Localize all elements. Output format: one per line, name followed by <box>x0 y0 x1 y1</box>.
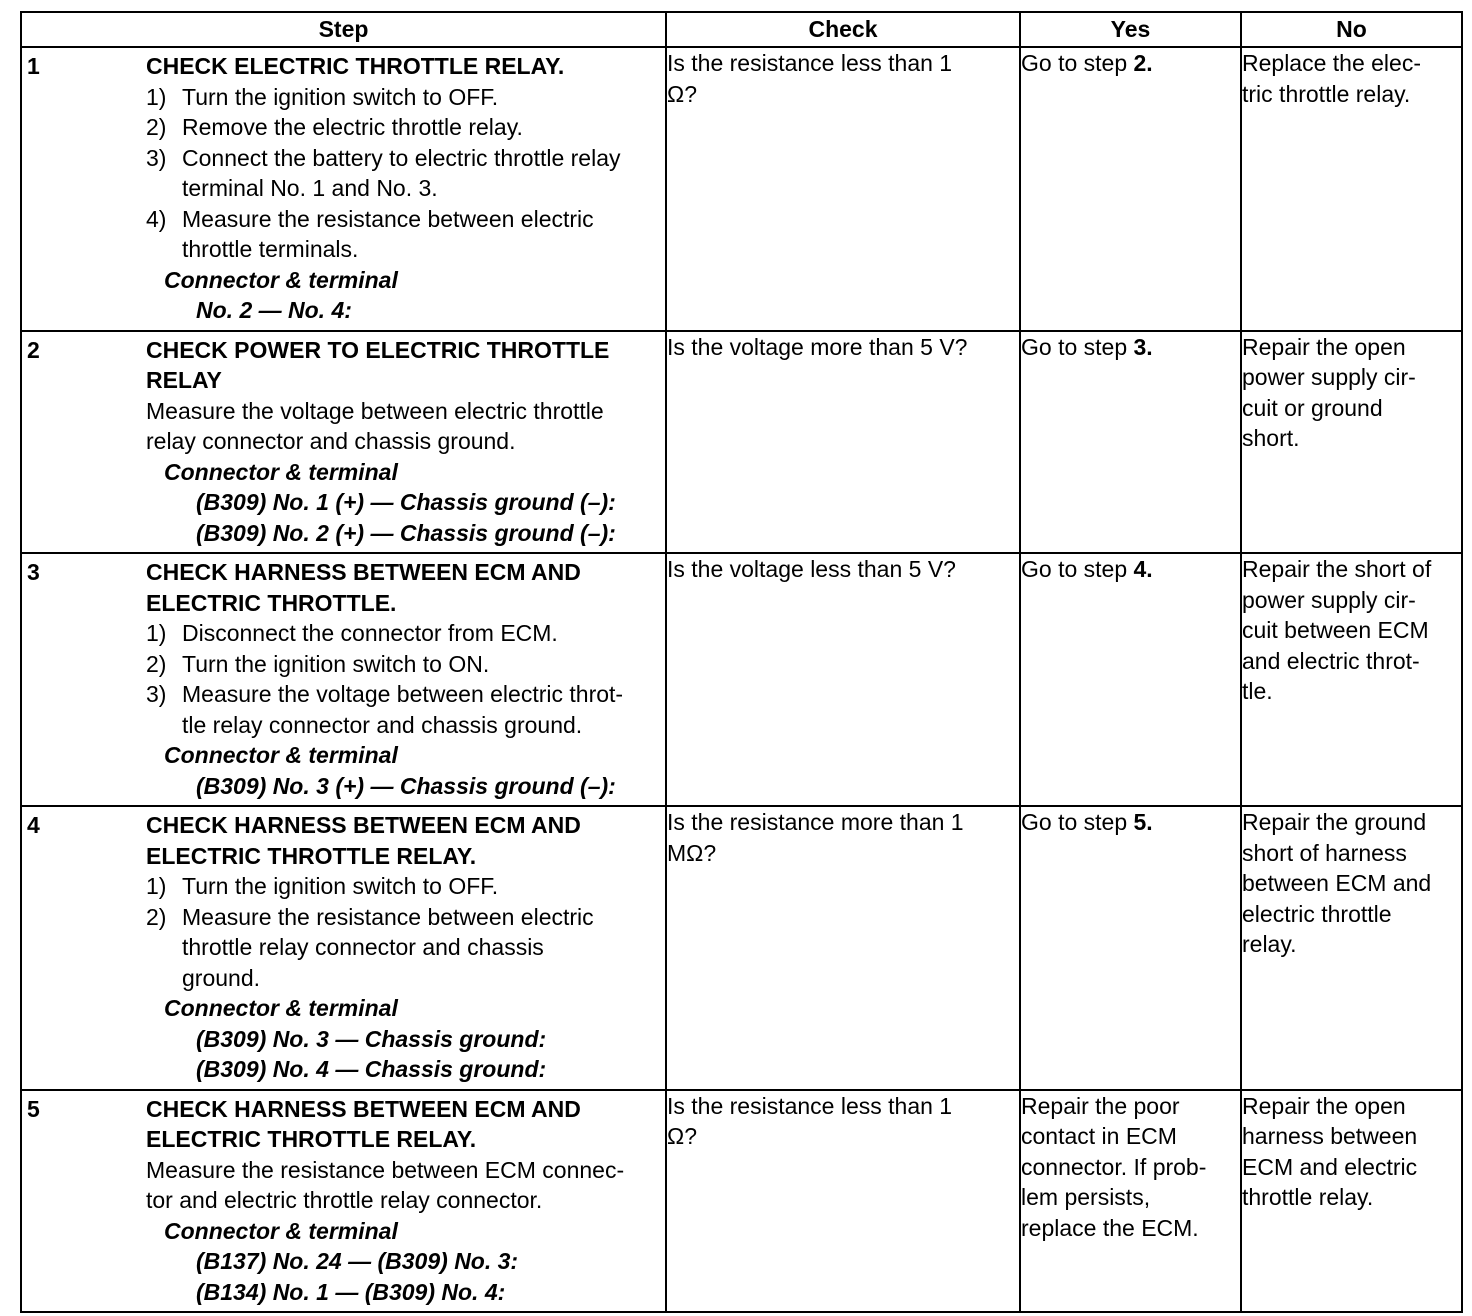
yes-cell <box>1020 553 1241 806</box>
header-check: Check <box>666 12 1020 47</box>
step-title-line: ELECTRIC THROTTLE RELAY. <box>146 842 477 869</box>
no-line: Repair the open <box>1242 333 1406 360</box>
header-yes: Yes <box>1020 12 1241 47</box>
step-cell <box>21 553 666 806</box>
no-line: cuit between ECM <box>1242 617 1429 643</box>
yes-text: Go to step <box>1021 333 1128 360</box>
step-cell <box>21 47 666 331</box>
connector-terminal-label: Connector & terminal <box>164 1217 398 1244</box>
step-title-line: CHECK HARNESS BETWEEN ECM AND <box>146 1095 581 1122</box>
no-cell <box>1241 47 1462 331</box>
instruction-number: 2) <box>146 903 167 930</box>
step-number: 4 <box>27 812 40 838</box>
yes-line: contact in ECM <box>1021 1123 1177 1149</box>
check-cell <box>666 47 1020 331</box>
connector-terminal-value: (B137) No. 24 — (B309) No. 3: <box>196 1248 519 1274</box>
no-line: harness between <box>1242 1123 1418 1149</box>
connector-terminal-label: Connector & terminal <box>164 742 398 768</box>
instruction-line: throttle terminals. <box>182 236 359 262</box>
yes-line: Repair the poor <box>1021 1092 1180 1119</box>
step-number: 5 <box>27 1095 40 1122</box>
yes-line <box>1021 554 1240 585</box>
no-line: between ECM and <box>1242 870 1432 896</box>
instruction-number: 1) <box>146 873 167 899</box>
step-body <box>146 1091 665 1312</box>
no-line: cuit or ground <box>1242 394 1383 421</box>
no-line: Replace the elec- <box>1242 50 1421 76</box>
yes-line: connector. If prob- <box>1021 1153 1207 1180</box>
connector-terminal-value: (B309) No. 1 (+) — Chassis ground (–): <box>196 489 616 515</box>
check-cell <box>666 1090 1020 1313</box>
table-row <box>21 331 1462 554</box>
yes-line: replace the ECM. <box>1021 1214 1199 1241</box>
connector-terminal-label: Connector & terminal <box>164 266 398 293</box>
no-line: electric throttle <box>1242 900 1392 927</box>
check-line: Ω? <box>667 80 697 107</box>
step-text-line: relay connector and chassis ground. <box>146 428 516 454</box>
check-line: Is the resistance less than 1 <box>667 50 953 76</box>
step-title-line: CHECK HARNESS BETWEEN ECM AND <box>146 559 581 585</box>
connector-terminal-value: (B309) No. 2 (+) — Chassis ground (–): <box>196 519 616 546</box>
header-no: No <box>1241 12 1462 47</box>
instruction-number: 2) <box>146 650 167 677</box>
instruction-line: Remove the electric throttle relay. <box>182 114 523 140</box>
instruction-line: terminal No. 1 and No. 3. <box>182 175 438 201</box>
connector-terminal-value: No. 2 — No. 4: <box>196 297 352 323</box>
connector-terminal-value: (B309) No. 3 (+) — Chassis ground (–): <box>196 772 616 799</box>
yes-step-ref: 4. <box>1133 556 1153 582</box>
instruction-line: Turn the ignition switch to ON. <box>182 650 490 677</box>
no-line: Repair the short of <box>1242 556 1432 582</box>
table-row <box>21 47 1462 331</box>
step-instruction <box>146 679 661 740</box>
connector-terminal-label: Connector & terminal <box>164 458 398 485</box>
step-cell <box>21 806 666 1090</box>
no-line: tric throttle relay. <box>1242 80 1411 107</box>
check-line: Is the resistance less than 1 <box>667 1092 953 1119</box>
check-cell <box>666 553 1020 806</box>
step-body <box>146 554 665 805</box>
no-line: throttle relay. <box>1242 1184 1374 1210</box>
instruction-line: Turn the ignition switch to OFF. <box>182 83 499 110</box>
step-number: 1 <box>27 53 40 79</box>
step-instruction <box>146 82 661 113</box>
step-title-line: CHECK POWER TO ELECTRIC THROTTLE <box>146 336 610 363</box>
instruction-number: 2) <box>146 114 167 140</box>
step-body <box>146 807 665 1089</box>
yes-line <box>1021 807 1240 838</box>
step-instruction <box>146 649 661 680</box>
yes-cell <box>1020 331 1241 554</box>
connector-terminal-label: Connector & terminal <box>164 995 398 1021</box>
check-line: Ω? <box>667 1123 697 1149</box>
yes-step-ref: 5. <box>1133 809 1153 835</box>
no-cell <box>1241 806 1462 1090</box>
step-number: 2 <box>27 336 40 363</box>
step-number: 3 <box>27 559 40 585</box>
instruction-line: Measure the voltage between electric throt- <box>182 681 624 707</box>
yes-line <box>1021 48 1240 79</box>
header-row <box>21 12 1462 47</box>
instruction-line: tle relay connector and chassis ground. <box>182 711 583 738</box>
instruction-line: Disconnect the connector from ECM. <box>182 620 558 646</box>
table-body <box>21 47 1462 1312</box>
step-title-line: ELECTRIC THROTTLE RELAY. <box>146 1126 477 1152</box>
connector-terminal-value: (B309) No. 3 — Chassis ground: <box>196 1025 547 1052</box>
instruction-number: 3) <box>146 144 167 171</box>
step-text-line: Measure the voltage between electric throttle <box>146 397 604 424</box>
check-line: Is the voltage more than 5 V? <box>667 333 968 360</box>
instruction-number: 4) <box>146 205 167 232</box>
step-text-line: tor and electric throttle relay connector. <box>146 1187 543 1213</box>
connector-terminal-value: (B134) No. 1 — (B309) No. 4: <box>196 1278 506 1305</box>
step-title-line: CHECK HARNESS BETWEEN ECM AND <box>146 812 581 838</box>
no-line: power supply cir- <box>1242 586 1416 613</box>
table-row <box>21 553 1462 806</box>
step-cell <box>21 1090 666 1313</box>
no-line: ECM and electric <box>1242 1153 1418 1180</box>
step-text-line: Measure the resistance between ECM connec- <box>146 1156 625 1183</box>
instruction-line: ground. <box>182 964 261 991</box>
step-instruction <box>146 618 661 649</box>
check-line: Is the resistance more than 1 <box>667 809 964 835</box>
no-line: Repair the open <box>1242 1092 1406 1119</box>
yes-text: Go to step <box>1021 809 1128 835</box>
no-line: relay. <box>1242 931 1297 957</box>
step-instruction <box>146 143 661 204</box>
step-title-line: CHECK ELECTRIC THROTTLE RELAY. <box>146 53 565 79</box>
instruction-line: Measure the resistance between electric <box>182 205 594 232</box>
yes-step-ref: 2. <box>1133 50 1153 76</box>
header-step: Step <box>21 12 666 47</box>
no-line: tle. <box>1242 678 1273 704</box>
no-cell <box>1241 331 1462 554</box>
no-line: power supply cir- <box>1242 364 1416 390</box>
check-cell <box>666 806 1020 1090</box>
step-instruction <box>146 902 661 994</box>
step-instruction <box>146 204 661 265</box>
step-title-line: RELAY <box>146 367 222 393</box>
no-line: Repair the ground <box>1242 809 1427 835</box>
instruction-line: Turn the ignition switch to OFF. <box>182 873 499 899</box>
yes-text: Go to step <box>1021 50 1128 76</box>
yes-cell <box>1020 1090 1241 1313</box>
yes-step-ref: 3. <box>1133 333 1153 360</box>
yes-text: Go to step <box>1021 556 1128 582</box>
step-body <box>146 332 665 553</box>
step-instruction <box>146 112 661 143</box>
no-cell <box>1241 1090 1462 1313</box>
instruction-number: 1) <box>146 83 167 110</box>
instruction-number: 1) <box>146 620 167 646</box>
instruction-line: Measure the resistance between electric <box>182 903 594 930</box>
step-cell <box>21 331 666 554</box>
step-instruction <box>146 871 661 902</box>
step-title-line: ELECTRIC THROTTLE. <box>146 589 397 616</box>
connector-terminal-value: (B309) No. 4 — Chassis ground: <box>196 1056 547 1082</box>
no-line: short. <box>1242 425 1300 451</box>
no-line: and electric throt- <box>1242 647 1420 674</box>
check-cell <box>666 331 1020 554</box>
diagnostic-table <box>20 11 1463 1313</box>
table-row <box>21 806 1462 1090</box>
table-row <box>21 1090 1462 1313</box>
yes-cell <box>1020 47 1241 331</box>
no-line: short of harness <box>1242 839 1407 866</box>
instruction-number: 3) <box>146 681 167 707</box>
no-cell <box>1241 553 1462 806</box>
yes-cell <box>1020 806 1241 1090</box>
instruction-line: Connect the battery to electric throttle relay <box>182 144 621 171</box>
check-line: MΩ? <box>667 839 717 866</box>
yes-line: lem persists, <box>1021 1184 1151 1210</box>
step-body <box>146 48 665 330</box>
check-line: Is the voltage less than 5 V? <box>667 556 956 582</box>
yes-line <box>1021 332 1240 363</box>
instruction-line: throttle relay connector and chassis <box>182 934 544 960</box>
